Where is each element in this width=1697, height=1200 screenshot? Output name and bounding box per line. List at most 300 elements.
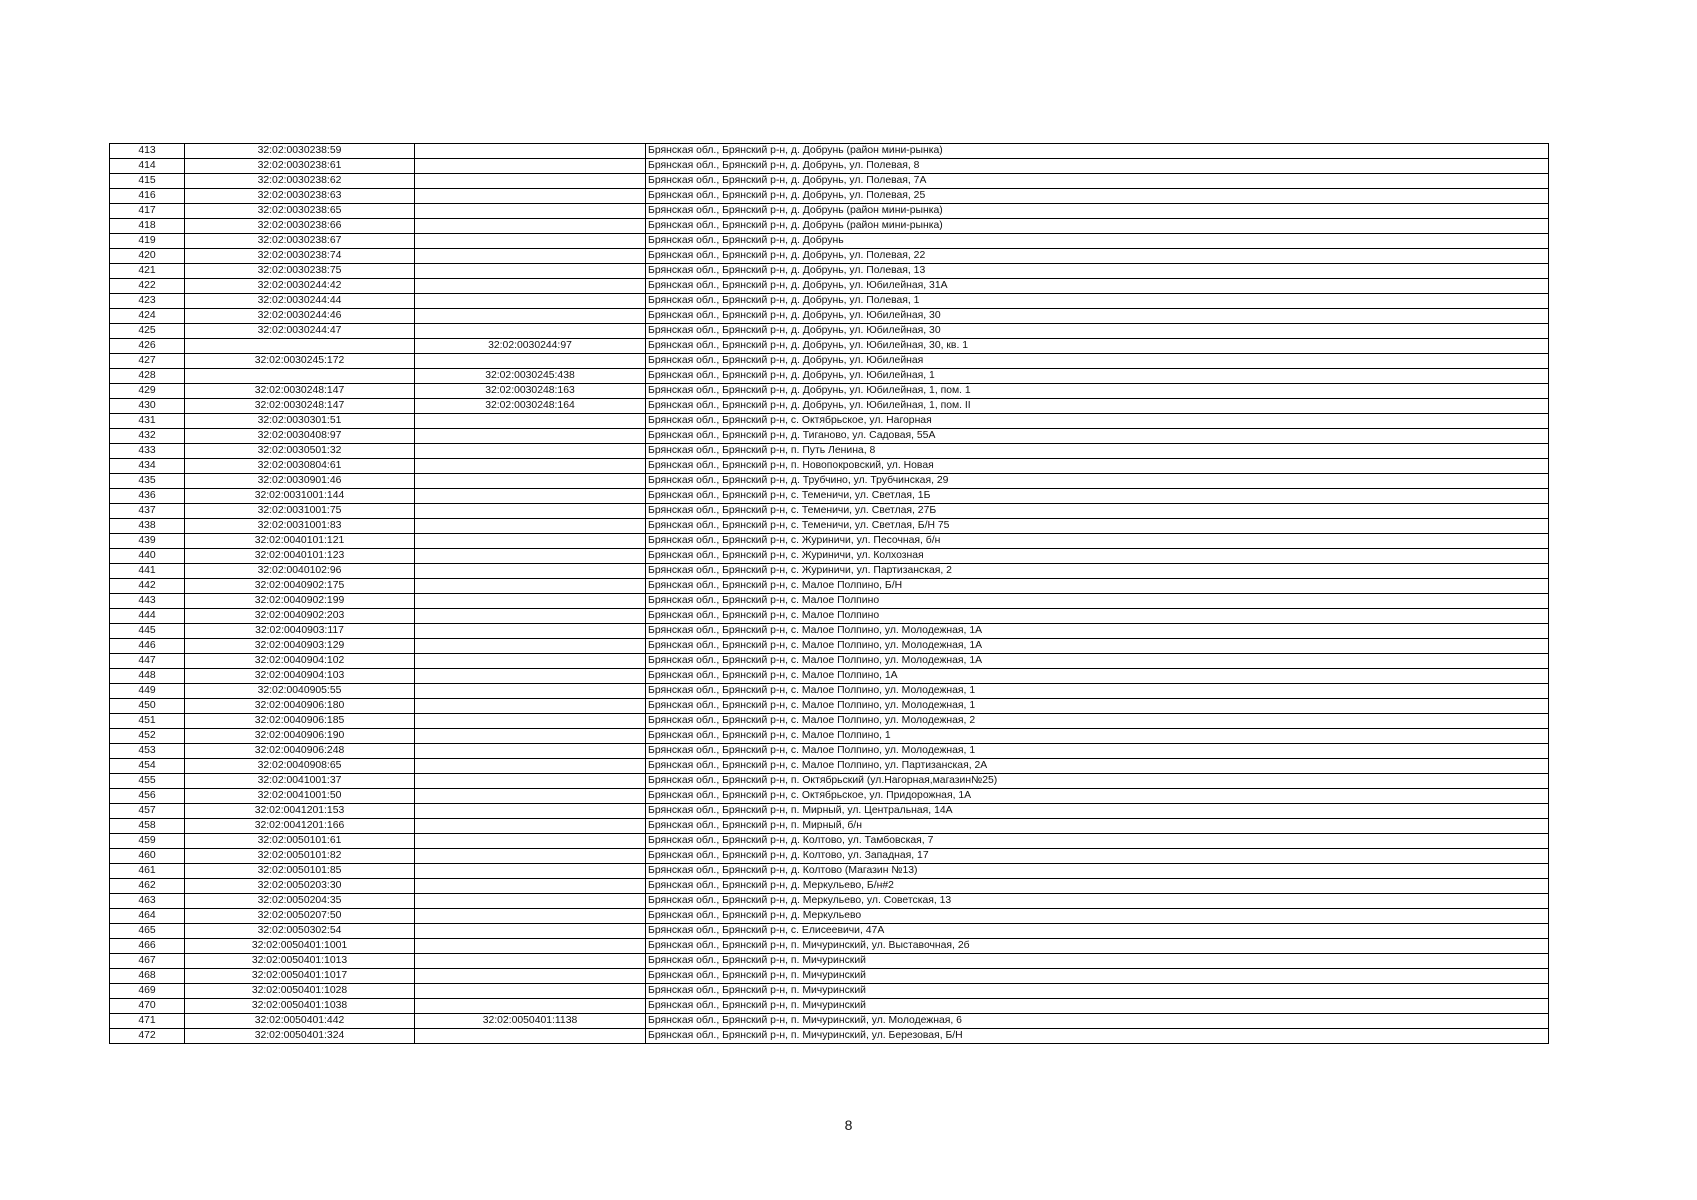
- table-row: [110, 339, 1549, 354]
- row-number-cell: 435: [110, 474, 185, 489]
- table-row: [110, 414, 1549, 429]
- related-cadastral-number-cell: [415, 834, 646, 849]
- address-cell: Брянская обл., Брянский р-н, д. Добрунь, ул. Юбилейная, 1, пом. II: [646, 399, 1549, 414]
- table-row: [110, 699, 1549, 714]
- cadastral-number-cell: 32:02:0040908:65: [185, 759, 415, 774]
- address-cell: Брянская обл., Брянский р-н, с. Журиничи, ул. Песочная, б/н: [646, 534, 1549, 549]
- related-cadastral-number-cell: [415, 654, 646, 669]
- related-cadastral-number-cell: [415, 489, 646, 504]
- table-row: [110, 309, 1549, 324]
- address-cell: Брянская обл., Брянский р-н, п. Мичуринский: [646, 999, 1549, 1014]
- address-cell: Брянская обл., Брянский р-н, п. Мичуринский: [646, 954, 1549, 969]
- address-cell: Брянская обл., Брянский р-н, с. Теменичи, ул. Светлая, 27Б: [646, 504, 1549, 519]
- row-number-cell: 470: [110, 999, 185, 1014]
- related-cadastral-number-cell: [415, 414, 646, 429]
- table-row: [110, 294, 1549, 309]
- table-row: [110, 474, 1549, 489]
- row-number-cell: 458: [110, 819, 185, 834]
- address-cell: Брянская обл., Брянский р-н, с. Теменичи, ул. Светлая, Б/Н 75: [646, 519, 1549, 534]
- row-number-cell: 439: [110, 534, 185, 549]
- address-cell: Брянская обл., Брянский р-н, п. Мичуринский, ул. Выставочная, 2б: [646, 939, 1549, 954]
- related-cadastral-number-cell: [415, 564, 646, 579]
- table-row: [110, 624, 1549, 639]
- address-cell: Брянская обл., Брянский р-н, д. Меркульево: [646, 909, 1549, 924]
- cadastral-number-cell: 32:02:0050401:442: [185, 1014, 415, 1029]
- cadastral-number-cell: 32:02:0050101:61: [185, 834, 415, 849]
- row-number-cell: 427: [110, 354, 185, 369]
- cadastral-number-cell: 32:02:0040905:55: [185, 684, 415, 699]
- table-row: [110, 759, 1549, 774]
- cadastral-number-cell: [185, 369, 415, 384]
- row-number-cell: 468: [110, 969, 185, 984]
- cadastral-number-cell: 32:02:0031001:83: [185, 519, 415, 534]
- related-cadastral-number-cell: [415, 249, 646, 264]
- address-cell: Брянская обл., Брянский р-н, с. Октябрьское, ул. Нагорная: [646, 414, 1549, 429]
- row-number-cell: 418: [110, 219, 185, 234]
- related-cadastral-number-cell: [415, 504, 646, 519]
- related-cadastral-number-cell: [415, 324, 646, 339]
- address-cell: Брянская обл., Брянский р-н, п. Путь Ленина, 8: [646, 444, 1549, 459]
- table-row: [110, 369, 1549, 384]
- address-cell: Брянская обл., Брянский р-н, д. Добрунь, ул. Юбилейная, 30: [646, 324, 1549, 339]
- table-row: [110, 564, 1549, 579]
- table-row: [110, 489, 1549, 504]
- related-cadastral-number-cell: [415, 699, 646, 714]
- row-number-cell: 457: [110, 804, 185, 819]
- row-number-cell: 453: [110, 744, 185, 759]
- related-cadastral-number-cell: [415, 204, 646, 219]
- cadastral-number-cell: 32:02:0040101:123: [185, 549, 415, 564]
- row-number-cell: 444: [110, 609, 185, 624]
- address-cell: Брянская обл., Брянский р-н, д. Добрунь, ул. Полевая, 1: [646, 294, 1549, 309]
- cadastral-number-cell: 32:02:0030248:147: [185, 399, 415, 414]
- table-row: [110, 819, 1549, 834]
- address-cell: Брянская обл., Брянский р-н, п. Мичуринский, ул. Березовая, Б/Н: [646, 1029, 1549, 1044]
- related-cadastral-number-cell: [415, 219, 646, 234]
- address-cell: Брянская обл., Брянский р-н, с. Журиничи, ул. Колхозная: [646, 549, 1549, 564]
- address-cell: Брянская обл., Брянский р-н, д. Добрунь, ул. Юбилейная: [646, 354, 1549, 369]
- row-number-cell: 463: [110, 894, 185, 909]
- address-cell: Брянская обл., Брянский р-н, с. Малое Полпино: [646, 609, 1549, 624]
- related-cadastral-number-cell: [415, 444, 646, 459]
- document-sheet: [109, 143, 1548, 1044]
- row-number-cell: 434: [110, 459, 185, 474]
- related-cadastral-number-cell: [415, 1029, 646, 1044]
- table-row: [110, 669, 1549, 684]
- related-cadastral-number-cell: [415, 864, 646, 879]
- cadastral-number-cell: 32:02:0050401:1001: [185, 939, 415, 954]
- related-cadastral-number-cell: [415, 174, 646, 189]
- related-cadastral-number-cell: [415, 894, 646, 909]
- related-cadastral-number-cell: [415, 264, 646, 279]
- related-cadastral-number-cell: [415, 999, 646, 1014]
- related-cadastral-number-cell: [415, 984, 646, 999]
- table-row: [110, 429, 1549, 444]
- cadastral-number-cell: 32:02:0040903:129: [185, 639, 415, 654]
- address-cell: Брянская обл., Брянский р-н, д. Колтово, ул. Западная, 17: [646, 849, 1549, 864]
- table-row: [110, 984, 1549, 999]
- related-cadastral-number-cell: [415, 534, 646, 549]
- cadastral-number-cell: 32:02:0040906:190: [185, 729, 415, 744]
- table-row: [110, 249, 1549, 264]
- address-cell: Брянская обл., Брянский р-н, с. Малое Полпино, ул. Молодежная, 1А: [646, 624, 1549, 639]
- related-cadastral-number-cell: [415, 744, 646, 759]
- row-number-cell: 426: [110, 339, 185, 354]
- row-number-cell: 428: [110, 369, 185, 384]
- table-row: [110, 849, 1549, 864]
- cadastral-number-cell: 32:02:0040906:185: [185, 714, 415, 729]
- row-number-cell: 432: [110, 429, 185, 444]
- related-cadastral-number-cell: [415, 234, 646, 249]
- address-cell: Брянская обл., Брянский р-н, д. Добрунь, ул. Полевая, 8: [646, 159, 1549, 174]
- address-cell: Брянская обл., Брянский р-н, п. Новопокровский, ул. Новая: [646, 459, 1549, 474]
- related-cadastral-number-cell: [415, 684, 646, 699]
- related-cadastral-number-cell: [415, 624, 646, 639]
- row-number-cell: 424: [110, 309, 185, 324]
- related-cadastral-number-cell: [415, 774, 646, 789]
- cadastral-number-cell: 32:02:0030238:75: [185, 264, 415, 279]
- row-number-cell: 446: [110, 639, 185, 654]
- cadastral-number-cell: 32:02:0040903:117: [185, 624, 415, 639]
- table-row: [110, 594, 1549, 609]
- table-row: [110, 234, 1549, 249]
- table-row: [110, 894, 1549, 909]
- related-cadastral-number-cell: [415, 879, 646, 894]
- table-row: [110, 444, 1549, 459]
- related-cadastral-number-cell: [415, 609, 646, 624]
- table-row: [110, 834, 1549, 849]
- cadastral-number-cell: 32:02:0040906:180: [185, 699, 415, 714]
- cadastral-number-cell: 32:02:0040101:121: [185, 534, 415, 549]
- table-row: [110, 579, 1549, 594]
- related-cadastral-number-cell: [415, 519, 646, 534]
- table-row: [110, 399, 1549, 414]
- related-cadastral-number-cell: [415, 669, 646, 684]
- cadastral-number-cell: [185, 339, 415, 354]
- related-cadastral-number-cell: [415, 909, 646, 924]
- cadastral-number-cell: 32:02:0050401:1038: [185, 999, 415, 1014]
- row-number-cell: 443: [110, 594, 185, 609]
- address-cell: Брянская обл., Брянский р-н, с. Журиничи, ул. Партизанская, 2: [646, 564, 1549, 579]
- row-number-cell: 456: [110, 789, 185, 804]
- table-row: [110, 954, 1549, 969]
- cadastral-number-cell: 32:02:0040902:203: [185, 609, 415, 624]
- cadastral-number-cell: 32:02:0030238:66: [185, 219, 415, 234]
- cadastral-number-cell: 32:02:0030901:46: [185, 474, 415, 489]
- cadastral-number-cell: 32:02:0050101:85: [185, 864, 415, 879]
- row-number-cell: 421: [110, 264, 185, 279]
- row-number-cell: 469: [110, 984, 185, 999]
- related-cadastral-number-cell: [415, 714, 646, 729]
- cadastral-number-cell: 32:02:0030238:61: [185, 159, 415, 174]
- row-number-cell: 449: [110, 684, 185, 699]
- related-cadastral-number-cell: [415, 429, 646, 444]
- related-cadastral-number-cell: [415, 309, 646, 324]
- related-cadastral-number-cell: [415, 729, 646, 744]
- table-row: [110, 654, 1549, 669]
- address-cell: Брянская обл., Брянский р-н, с. Малое Полпино, 1А: [646, 669, 1549, 684]
- row-number-cell: 454: [110, 759, 185, 774]
- address-cell: Брянская обл., Брянский р-н, с. Малое Полпино, ул. Партизанская, 2А: [646, 759, 1549, 774]
- address-cell: Брянская обл., Брянский р-н, д. Добрунь, ул. Полевая, 25: [646, 189, 1549, 204]
- address-cell: Брянская обл., Брянский р-н, д. Добрунь, ул. Юбилейная, 1, пом. 1: [646, 384, 1549, 399]
- row-number-cell: 447: [110, 654, 185, 669]
- address-cell: Брянская обл., Брянский р-н, д. Добрунь (район мини-рынка): [646, 144, 1549, 159]
- row-number-cell: 433: [110, 444, 185, 459]
- table-row: [110, 264, 1549, 279]
- cadastral-number-cell: 32:02:0050401:1028: [185, 984, 415, 999]
- address-cell: Брянская обл., Брянский р-н, п. Мичуринский: [646, 984, 1549, 999]
- address-cell: Брянская обл., Брянский р-н, с. Малое Полпино, ул. Молодежная, 1: [646, 699, 1549, 714]
- row-number-cell: 465: [110, 924, 185, 939]
- row-number-cell: 471: [110, 1014, 185, 1029]
- table-row: [110, 144, 1549, 159]
- table-row: [110, 534, 1549, 549]
- address-cell: Брянская обл., Брянский р-н, с. Малое Полпино, ул. Молодежная, 1А: [646, 654, 1549, 669]
- related-cadastral-number-cell: [415, 279, 646, 294]
- table-row: [110, 924, 1549, 939]
- cadastral-number-cell: 32:02:0030238:65: [185, 204, 415, 219]
- cadastral-number-cell: 32:02:0041201:153: [185, 804, 415, 819]
- row-number-cell: 462: [110, 879, 185, 894]
- page-number: 8: [844, 1117, 853, 1133]
- row-number-cell: 438: [110, 519, 185, 534]
- cadastral-number-cell: 32:02:0031001:75: [185, 504, 415, 519]
- related-cadastral-number-cell: [415, 954, 646, 969]
- related-cadastral-number-cell: [415, 594, 646, 609]
- address-cell: Брянская обл., Брянский р-н, д. Добрунь, ул. Юбилейная, 30: [646, 309, 1549, 324]
- row-number-cell: 414: [110, 159, 185, 174]
- related-cadastral-number-cell: [415, 939, 646, 954]
- related-cadastral-number-cell: [415, 969, 646, 984]
- table-row: [110, 459, 1549, 474]
- table-row: [110, 729, 1549, 744]
- table-row: [110, 864, 1549, 879]
- address-cell: Брянская обл., Брянский р-н, д. Добрунь, ул. Полевая, 22: [646, 249, 1549, 264]
- table-row: [110, 519, 1549, 534]
- row-number-cell: 431: [110, 414, 185, 429]
- table-row: [110, 384, 1549, 399]
- row-number-cell: 445: [110, 624, 185, 639]
- row-number-cell: 415: [110, 174, 185, 189]
- cadastral-number-cell: 32:02:0050302:54: [185, 924, 415, 939]
- cadastral-number-cell: 32:02:0030245:172: [185, 354, 415, 369]
- table-row: [110, 714, 1549, 729]
- related-cadastral-number-cell: 32:02:0030244:97: [415, 339, 646, 354]
- cadastral-number-cell: 32:02:0030238:74: [185, 249, 415, 264]
- cadastral-number-cell: 32:02:0030408:97: [185, 429, 415, 444]
- address-cell: Брянская обл., Брянский р-н, с. Малое Полпино, 1: [646, 729, 1549, 744]
- related-cadastral-number-cell: [415, 159, 646, 174]
- row-number-cell: 452: [110, 729, 185, 744]
- address-cell: Брянская обл., Брянский р-н, п. Мичуринский, ул. Молодежная, 6: [646, 1014, 1549, 1029]
- row-number-cell: 461: [110, 864, 185, 879]
- related-cadastral-number-cell: [415, 474, 646, 489]
- cadastral-number-cell: 32:02:0050401:324: [185, 1029, 415, 1044]
- related-cadastral-number-cell: [415, 549, 646, 564]
- table-row: [110, 354, 1549, 369]
- cadastral-number-cell: 32:02:0040102:96: [185, 564, 415, 579]
- address-cell: Брянская обл., Брянский р-н, д. Колтово (Магазин №13): [646, 864, 1549, 879]
- row-number-cell: 459: [110, 834, 185, 849]
- cadastral-number-cell: 32:02:0050401:1017: [185, 969, 415, 984]
- row-number-cell: 429: [110, 384, 185, 399]
- cadastral-number-cell: 32:02:0040904:102: [185, 654, 415, 669]
- address-cell: Брянская обл., Брянский р-н, п. Мирный, ул. Центральная, 14А: [646, 804, 1549, 819]
- row-number-cell: 451: [110, 714, 185, 729]
- address-cell: Брянская обл., Брянский р-н, с. Октябрьское, ул. Придорожная, 1А: [646, 789, 1549, 804]
- row-number-cell: 455: [110, 774, 185, 789]
- cadastral-number-cell: 32:02:0041001:50: [185, 789, 415, 804]
- related-cadastral-number-cell: 32:02:0030248:163: [415, 384, 646, 399]
- address-cell: Брянская обл., Брянский р-н, п. Октябрьский (ул.Нагорная,магазин№25): [646, 774, 1549, 789]
- row-number-cell: 417: [110, 204, 185, 219]
- table-row: [110, 1014, 1549, 1029]
- cadastral-number-cell: 32:02:0050203:30: [185, 879, 415, 894]
- cadastral-number-cell: 32:02:0030501:32: [185, 444, 415, 459]
- address-cell: Брянская обл., Брянский р-н, д. Колтово, ул. Тамбовская, 7: [646, 834, 1549, 849]
- cadastral-number-cell: 32:02:0030244:42: [185, 279, 415, 294]
- table-row: [110, 939, 1549, 954]
- table-row: [110, 174, 1549, 189]
- address-cell: Брянская обл., Брянский р-н, д. Добрунь (район мини-рынка): [646, 219, 1549, 234]
- cadastral-number-cell: 32:02:0030244:44: [185, 294, 415, 309]
- row-number-cell: 450: [110, 699, 185, 714]
- row-number-cell: 460: [110, 849, 185, 864]
- row-number-cell: 420: [110, 249, 185, 264]
- related-cadastral-number-cell: [415, 354, 646, 369]
- address-cell: Брянская обл., Брянский р-н, д. Трубчино, ул. Трубчинская, 29: [646, 474, 1549, 489]
- row-number-cell: 464: [110, 909, 185, 924]
- address-cell: Брянская обл., Брянский р-н, п. Мирный, б/н: [646, 819, 1549, 834]
- address-cell: Брянская обл., Брянский р-н, с. Елисеевичи, 47А: [646, 924, 1549, 939]
- address-cell: Брянская обл., Брянский р-н, д. Добрунь, ул. Полевая, 7А: [646, 174, 1549, 189]
- cadastral-number-cell: 32:02:0030238:63: [185, 189, 415, 204]
- table-row: [110, 159, 1549, 174]
- address-cell: Брянская обл., Брянский р-н, с. Малое Полпино: [646, 594, 1549, 609]
- address-cell: Брянская обл., Брянский р-н, д. Меркульево, ул. Советская, 13: [646, 894, 1549, 909]
- cadastral-number-cell: 32:02:0030244:47: [185, 324, 415, 339]
- cadastral-number-cell: 32:02:0030804:61: [185, 459, 415, 474]
- related-cadastral-number-cell: [415, 579, 646, 594]
- table-row: [110, 879, 1549, 894]
- related-cadastral-number-cell: [415, 189, 646, 204]
- cadastral-number-cell: 32:02:0040906:248: [185, 744, 415, 759]
- cadastral-number-cell: 32:02:0050401:1013: [185, 954, 415, 969]
- cadastral-number-cell: 32:02:0040904:103: [185, 669, 415, 684]
- table-row: [110, 324, 1549, 339]
- address-cell: Брянская обл., Брянский р-н, с. Теменичи, ул. Светлая, 1Б: [646, 489, 1549, 504]
- row-number-cell: 422: [110, 279, 185, 294]
- cadastral-number-cell: 32:02:0031001:144: [185, 489, 415, 504]
- registry-table-body: [110, 144, 1549, 1044]
- table-row: [110, 219, 1549, 234]
- row-number-cell: 440: [110, 549, 185, 564]
- related-cadastral-number-cell: [415, 759, 646, 774]
- cadastral-number-cell: 32:02:0050101:82: [185, 849, 415, 864]
- registry-table: [109, 143, 1549, 1044]
- table-row: [110, 549, 1549, 564]
- table-row: [110, 774, 1549, 789]
- table-row: [110, 204, 1549, 219]
- related-cadastral-number-cell: [415, 294, 646, 309]
- row-number-cell: 472: [110, 1029, 185, 1044]
- table-row: [110, 909, 1549, 924]
- row-number-cell: 437: [110, 504, 185, 519]
- row-number-cell: 466: [110, 939, 185, 954]
- related-cadastral-number-cell: [415, 819, 646, 834]
- cadastral-number-cell: 32:02:0030238:67: [185, 234, 415, 249]
- table-row: [110, 999, 1549, 1014]
- address-cell: Брянская обл., Брянский р-н, д. Добрунь (район мини-рынка): [646, 204, 1549, 219]
- row-number-cell: 436: [110, 489, 185, 504]
- address-cell: Брянская обл., Брянский р-н, с. Малое Полпино, Б/Н: [646, 579, 1549, 594]
- address-cell: Брянская обл., Брянский р-н, д. Добрунь, ул. Юбилейная, 1: [646, 369, 1549, 384]
- address-cell: Брянская обл., Брянский р-н, д. Добрунь, ул. Юбилейная, 30, кв. 1: [646, 339, 1549, 354]
- related-cadastral-number-cell: [415, 789, 646, 804]
- related-cadastral-number-cell: [415, 639, 646, 654]
- address-cell: Брянская обл., Брянский р-н, д. Добрунь, ул. Полевая, 13: [646, 264, 1549, 279]
- row-number-cell: 441: [110, 564, 185, 579]
- related-cadastral-number-cell: 32:02:0050401:1138: [415, 1014, 646, 1029]
- address-cell: Брянская обл., Брянский р-н, д. Добрунь: [646, 234, 1549, 249]
- cadastral-number-cell: 32:02:0030238:59: [185, 144, 415, 159]
- address-cell: Брянская обл., Брянский р-н, д. Тиганово, ул. Садовая, 55А: [646, 429, 1549, 444]
- cadastral-number-cell: 32:02:0041201:166: [185, 819, 415, 834]
- table-row: [110, 804, 1549, 819]
- row-number-cell: 419: [110, 234, 185, 249]
- row-number-cell: 425: [110, 324, 185, 339]
- cadastral-number-cell: 32:02:0050204:35: [185, 894, 415, 909]
- table-row: [110, 609, 1549, 624]
- table-row: [110, 684, 1549, 699]
- row-number-cell: 467: [110, 954, 185, 969]
- row-number-cell: 448: [110, 669, 185, 684]
- table-row: [110, 279, 1549, 294]
- row-number-cell: 442: [110, 579, 185, 594]
- cadastral-number-cell: 32:02:0041001:37: [185, 774, 415, 789]
- table-row: [110, 744, 1549, 759]
- cadastral-number-cell: 32:02:0030301:51: [185, 414, 415, 429]
- address-cell: Брянская обл., Брянский р-н, с. Малое Полпино, ул. Молодежная, 1А: [646, 639, 1549, 654]
- table-row: [110, 1029, 1549, 1044]
- row-number-cell: 413: [110, 144, 185, 159]
- table-row: [110, 504, 1549, 519]
- cadastral-number-cell: 32:02:0030248:147: [185, 384, 415, 399]
- address-cell: Брянская обл., Брянский р-н, с. Малое Полпино, ул. Молодежная, 1: [646, 684, 1549, 699]
- related-cadastral-number-cell: [415, 924, 646, 939]
- row-number-cell: 416: [110, 189, 185, 204]
- cadastral-number-cell: 32:02:0030238:62: [185, 174, 415, 189]
- address-cell: Брянская обл., Брянский р-н, д. Меркульево, Б/н#2: [646, 879, 1549, 894]
- row-number-cell: 423: [110, 294, 185, 309]
- address-cell: Брянская обл., Брянский р-н, п. Мичуринский: [646, 969, 1549, 984]
- related-cadastral-number-cell: [415, 804, 646, 819]
- address-cell: Брянская обл., Брянский р-н, с. Малое Полпино, ул. Молодежная, 2: [646, 714, 1549, 729]
- cadastral-number-cell: 32:02:0040902:175: [185, 579, 415, 594]
- row-number-cell: 430: [110, 399, 185, 414]
- related-cadastral-number-cell: [415, 849, 646, 864]
- related-cadastral-number-cell: [415, 459, 646, 474]
- table-row: [110, 789, 1549, 804]
- table-row: [110, 189, 1549, 204]
- table-row: [110, 969, 1549, 984]
- address-cell: Брянская обл., Брянский р-н, с. Малое Полпино, ул. Молодежная, 1: [646, 744, 1549, 759]
- related-cadastral-number-cell: 32:02:0030245:438: [415, 369, 646, 384]
- address-cell: Брянская обл., Брянский р-н, д. Добрунь, ул. Юбилейная, 31А: [646, 279, 1549, 294]
- cadastral-number-cell: 32:02:0030244:46: [185, 309, 415, 324]
- related-cadastral-number-cell: 32:02:0030248:164: [415, 399, 646, 414]
